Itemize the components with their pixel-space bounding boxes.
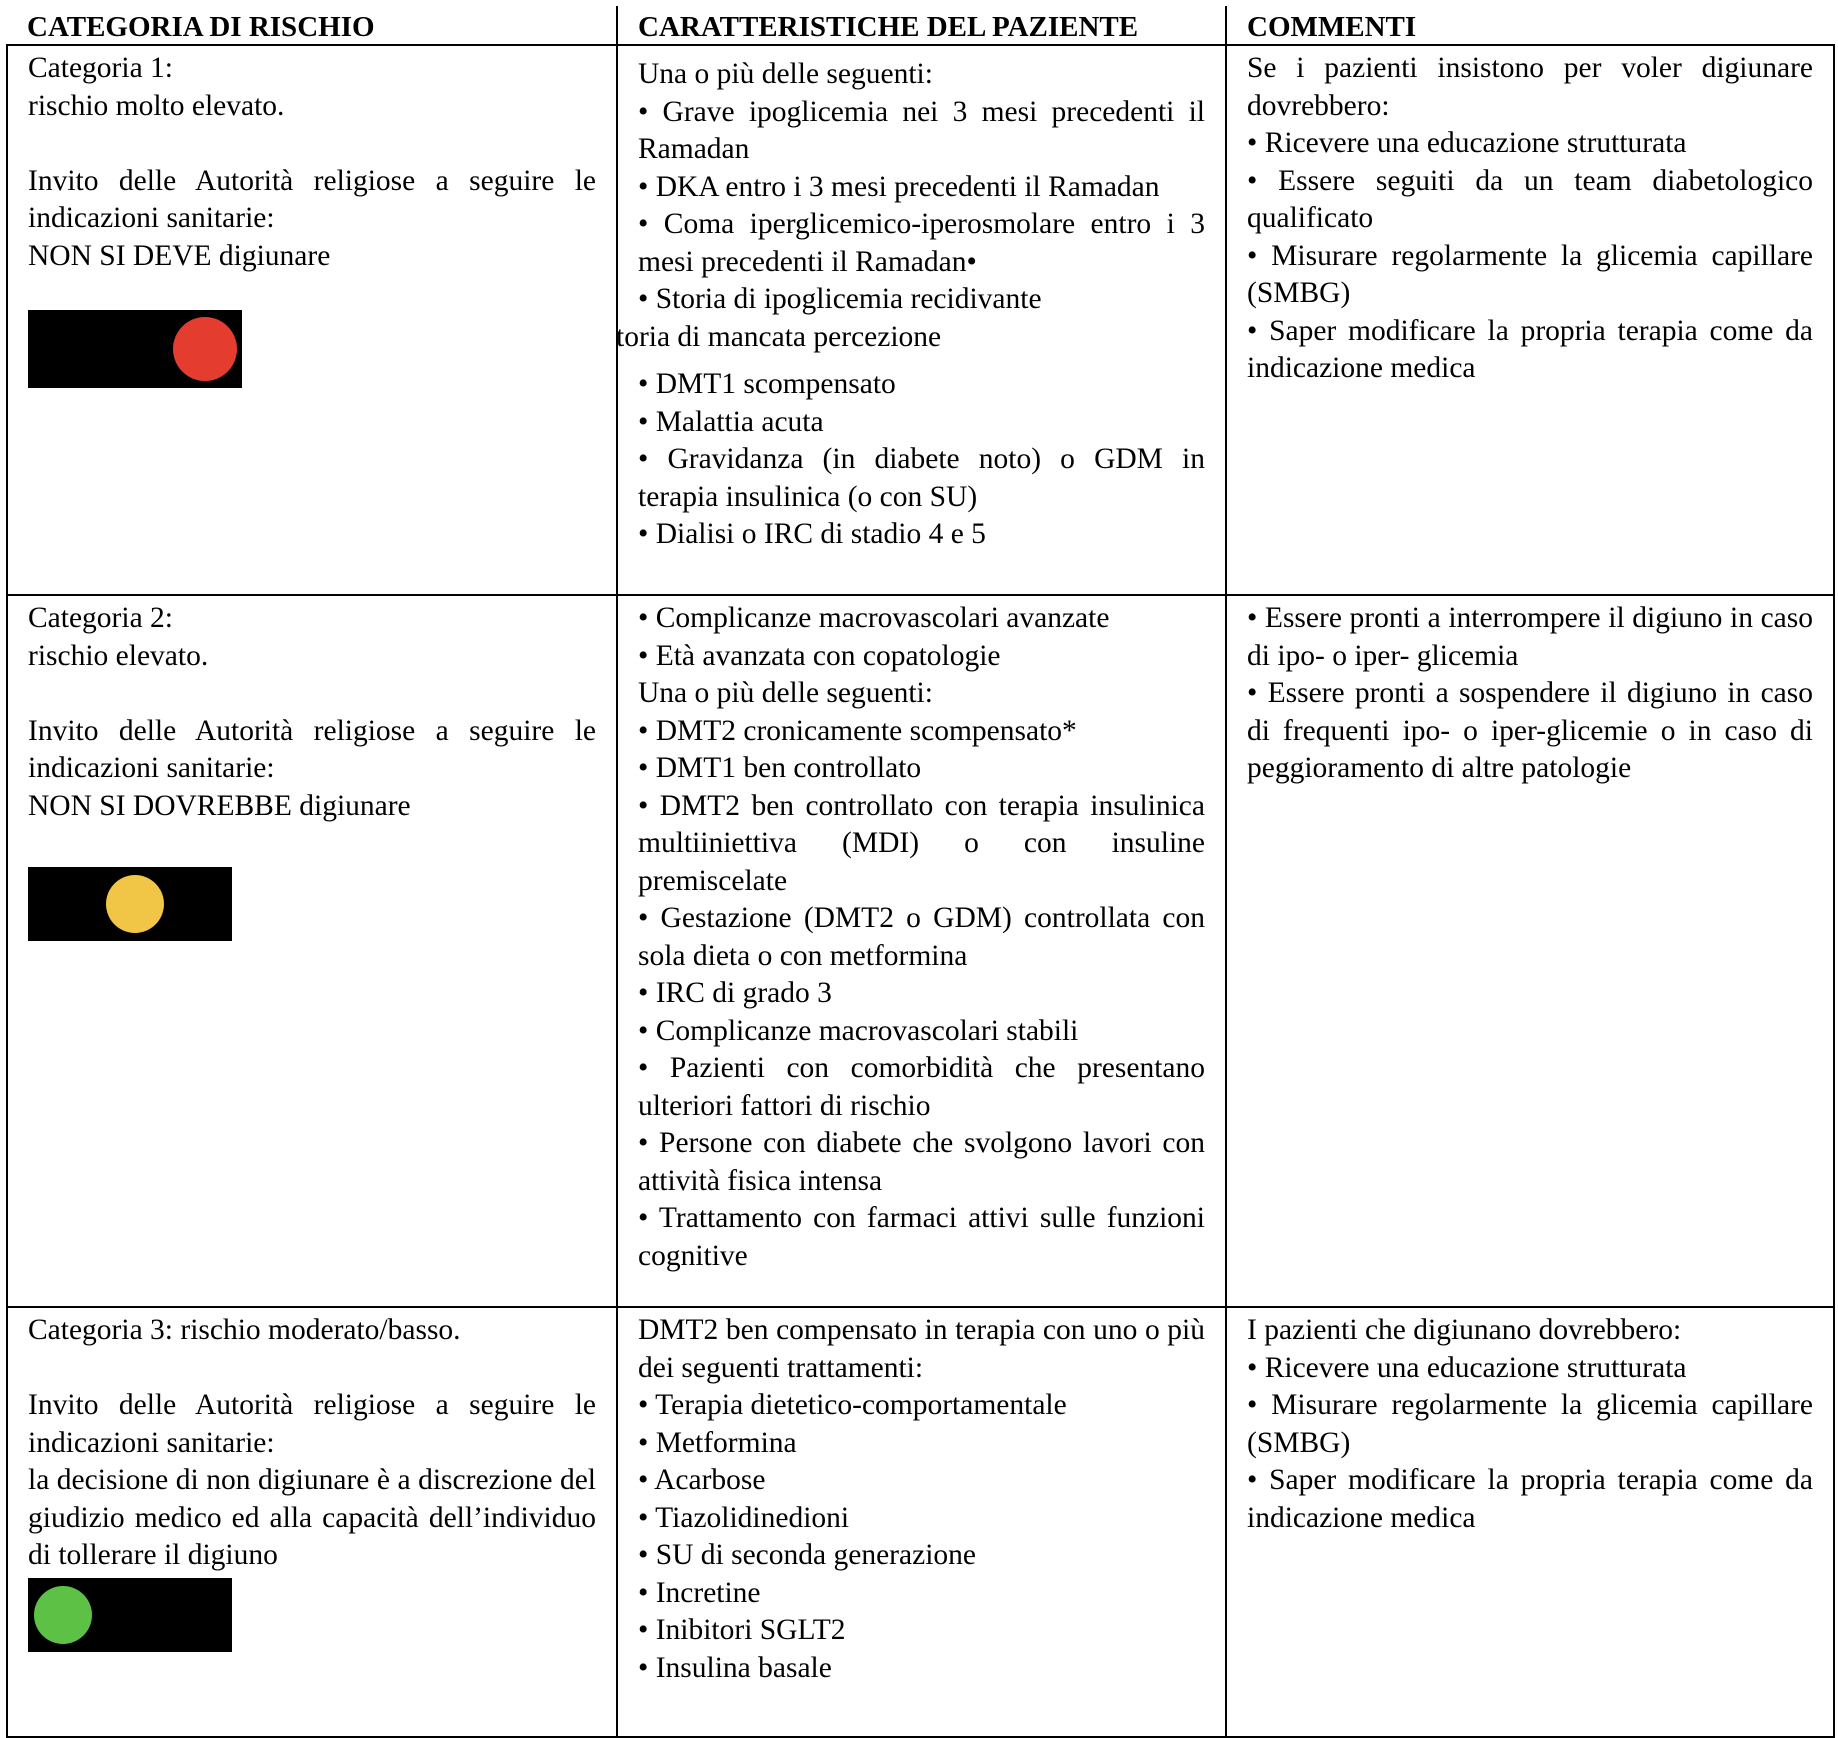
list-item: • Essere pronti a interrompere il digiuno in caso di ipo- o iper- glicemia [1247,602,1813,672]
list-item: • Saper modificare la propria terapia come da indicazione medica [1247,1464,1813,1534]
list-item: • Insulina basale [638,1651,832,1684]
traffic-light-yellow [28,867,232,941]
list-item: • Storia di ipoglicemia recidivante [638,283,1042,315]
list-item: • Misurare regolarmente la glicemia capillare (SMBG) [1247,239,1813,309]
list-item: • Metformina [638,1426,797,1459]
patient-characteristics-cell [617,595,1226,1307]
list-item: • Pazienti con comorbidità che presentano ulteriori fattori di rischio [638,1052,1205,1122]
patient-intro: Una o più delle seguenti: [638,58,933,90]
list-item: • Complicanze macrovascolari avanzate [638,602,1110,634]
category-invite: Invito delle Autorità religiose a seguire le indicazioni sanitarie: [28,164,596,234]
comments-intro: I pazienti che digiunano dovrebbero: [1247,1314,1682,1346]
category-invite: Invito delle Autorità religiose a seguire le indicazioni sanitarie: [28,714,596,784]
patient-characteristics-cell [617,1307,1226,1737]
list-item: • Essere seguiti da un team diabetologico qualificato [1247,164,1813,234]
list-item: • Gravidanza (in diabete noto) o GDM in terapia insulinica (o con SU) [638,443,1205,513]
traffic-light-red [28,310,242,388]
header-risk-category: CATEGORIA DI RISCHIO [7,6,617,45]
comments-intro: Se i pazienti insistono per voler digiunare dovrebbero: [1247,52,1813,122]
list-item: • DMT2 cronicamente scompensato* [638,714,1077,747]
list-item: • Trattamento con farmaci attivi sulle funzioni cognitive [638,1202,1205,1272]
patient-characteristics-cell [617,45,1226,595]
list-item: • IRC di grado 3 [638,977,832,1009]
list-item: • Ricevere una educazione strutturata [1247,127,1687,159]
list-item: • Tiazolidinedioni [638,1501,850,1534]
list-item: • Saper modificare la propria terapia come da indicazione medica [1247,314,1813,384]
list-item-text: • Coma iperglicemico-iperosmolare entro i 3 mesi precedenti il Ramadan• [638,208,1205,278]
list-item [638,206,1205,281]
list-item: • Persone con diabete che svolgono lavori con attività fisica intensa [638,1127,1205,1197]
list-item: • Grave ipoglicemia nei 3 mesi precedenti il Ramadan [638,95,1205,165]
list-item: • Inibitori SGLT2 [638,1614,846,1646]
category-directive: la decisione di non digiunare è a discrezione del giudizio medico ed alla capacità dell’individuo di tollerare il digiuno [28,1464,596,1571]
list-item: • SU di seconda generazione [638,1539,976,1571]
list-item: • Terapia dietetico-comportamentale [638,1389,1067,1421]
list-item: • Malattia acuta [638,405,824,438]
category-directive: NON SI DEVE digiunare [28,239,331,272]
list-item: • DMT2 ben controllato con terapia insulinica multiiniettiva (MDI) o con insuline premiscelate [638,789,1205,897]
list-item: • Complicanze macrovascolari stabili [638,1014,1079,1047]
category-title: Categoria 2: [28,602,173,634]
list-item: • DMT1 ben controllato [638,752,922,784]
risk-category-cell [7,45,617,595]
category-risk-level: rischio elevato. [28,639,209,672]
comments-cell [1226,45,1834,595]
category-directive: NON SI DOVREBBE digiunare [28,789,411,822]
table-row-category-3 [7,1307,1834,1737]
green-light-icon [34,1586,92,1644]
list-item: • Ricevere una educazione strutturata [1247,1351,1687,1384]
list-item: • Essere pronti a sospendere il digiuno in caso di frequenti ipo- o iper-glicemie o in caso di peggioramento di altre patologie [1247,677,1813,784]
category-invite: Invito delle Autorità religiose a seguire le indicazioni sanitarie: [28,1389,596,1459]
list-item: • Dialisi o IRC di stadio 4 e 5 [638,518,986,550]
category-title: Categoria 1: [28,52,173,84]
table-row-category-2 [7,595,1834,1307]
patient-intro: Una o più delle seguenti: [638,677,933,709]
yellow-light-icon [106,875,164,933]
header-patient-characteristics: CARATTERISTICHE DEL PAZIENTE [617,6,1226,45]
list-item: • Acarbose [638,1464,766,1496]
list-item: • Gestazione (DMT2 o GDM) controllata con sola dieta o con metformina [638,902,1205,972]
red-light-icon [173,317,237,381]
list-item: • DMT1 scompensato [638,368,896,400]
risk-category-table [6,6,1835,1738]
list-item: • DKA entro i 3 mesi precedenti il Ramadan [638,170,1160,203]
risk-category-cell [7,595,617,1307]
comments-cell [1226,1307,1834,1737]
traffic-light-green [28,1578,232,1652]
patient-intro: DMT2 ben compensato in terapia con uno o più dei seguenti trattamenti: [638,1314,1205,1384]
table-header-row [7,6,1834,45]
comments-cell [1226,595,1834,1307]
table-row-category-1 [7,45,1834,595]
header-comments: COMMENTI [1226,6,1834,45]
category-risk-level: rischio molto elevato. [28,89,285,122]
category-title: Categoria 3: rischio moderato/basso. [28,1314,461,1346]
list-item: • Misurare regolarmente la glicemia capillare (SMBG) [1247,1389,1813,1459]
risk-category-cell [7,1307,617,1737]
list-item: • Età avanzata con copatologie [638,639,1001,672]
list-item: • Incretine [638,1576,761,1609]
list-item: toria di mancata percezione [616,320,942,353]
